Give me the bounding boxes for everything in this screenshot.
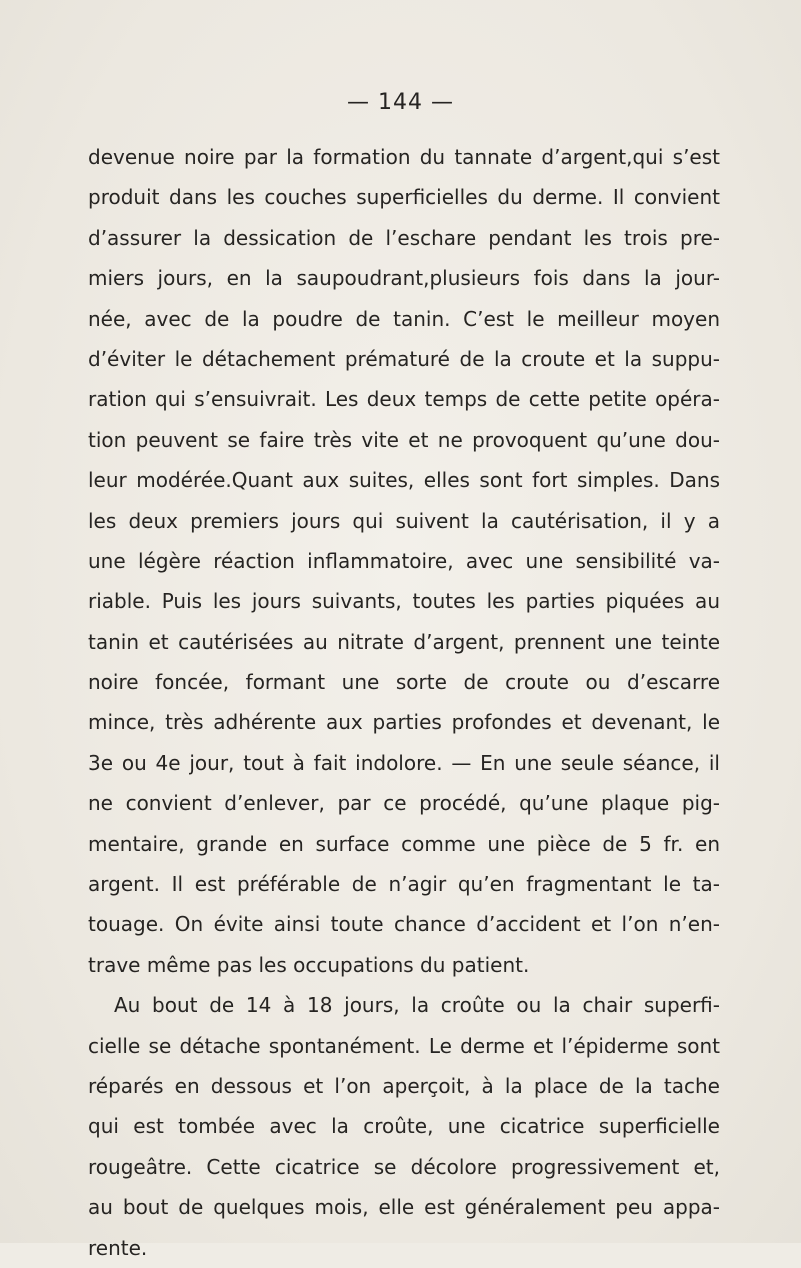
text-line: argent. Il est préférable de n’agir qu’en fragmentant le ta- [88, 872, 720, 897]
text-line: réparés en dessous et l’on aperçoit, à la place de la tache [88, 1073, 720, 1098]
text-line: leur modérée.Quant aux suites, elles sont fort simples. Dans [88, 468, 720, 493]
text-line: touage. On évite ainsi toute chance d’accident et l’on n’en- [88, 912, 720, 937]
text-line: au bout de quelques mois, elle est généralement peu appa- [88, 1195, 720, 1220]
text-line: d’éviter le détachement prématuré de la croute et la suppu- [88, 346, 720, 371]
text-line: une légère réaction inflammatoire, avec une sensibilité va- [88, 548, 720, 573]
text-line: les deux premiers jours qui suivent la cautérisation, il y a [88, 508, 720, 533]
text-line: Au bout de 14 à 18 jours, la croûte ou la chair superfi- [114, 993, 720, 1018]
text-line: tanin et cautérisées au nitrate d’argent, prennent une teinte [88, 629, 720, 654]
text-line: qui est tombée avec la croûte, une cicatrice superficielle [88, 1114, 720, 1139]
text-line: noire foncée, formant une sorte de croute ou d’escarre [88, 670, 720, 695]
body-text [88, 137, 720, 1268]
text-line: ne convient d’enlever, par ce procédé, qu’une plaque pig- [88, 791, 720, 816]
text-line: mentaire, grande en surface comme une pièce de 5 fr. en [88, 831, 720, 856]
text-line: miers jours, en la saupoudrant,plusieurs fois dans la jour- [88, 266, 720, 291]
text-line: d’assurer la dessication de l’eschare pendant les trois pre- [88, 225, 720, 250]
text-line: devenue noire par la formation du tannate d’argent,qui s’est [88, 145, 720, 169]
text-line: née, avec de la poudre de tanin. C’est le meilleur moyen [88, 306, 720, 331]
text-line: ration qui s’ensuivrait. Les deux temps de cette petite opéra- [88, 387, 720, 412]
text-line: trave même pas les occupations du patient. [88, 952, 530, 977]
page-number: — 144 — [347, 90, 454, 115]
text-line: mince, très adhérente aux parties profondes et devenant, le [88, 710, 720, 735]
text-line: tion peuvent se faire très vite et ne provoquent qu’une dou- [88, 427, 720, 452]
text-line: 3e ou 4e jour, tout à fait indolore. — En une seule séance, il [88, 750, 720, 775]
text-line: rougeâtre. Cette cicatrice se décolore progressivement et, [88, 1154, 720, 1179]
text-line: cielle se détache spontanément. Le derme et l’épiderme sont [88, 1033, 720, 1058]
text-line: riable. Puis les jours suivants, toutes les parties piquées au [88, 589, 720, 614]
text-line: rente. [88, 1235, 148, 1260]
text-line: produit dans les couches superficielles du derme. Il convient [88, 185, 720, 210]
